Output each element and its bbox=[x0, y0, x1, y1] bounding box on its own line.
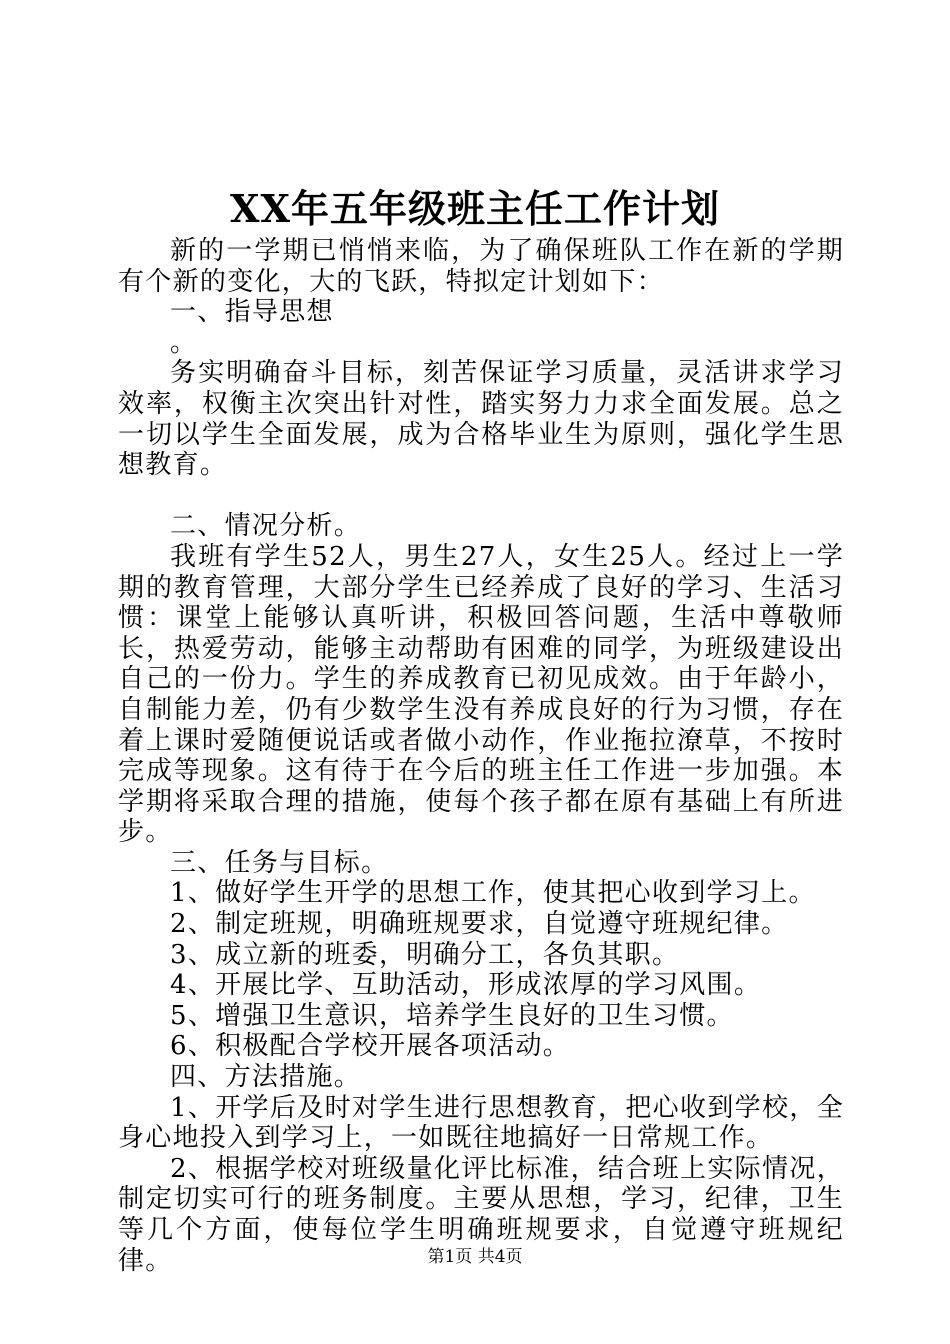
method-item-2: 2、根据学校对班级量化评比标准，结合班上实际情况，制定切实可行的班务制度。主要从思想，学习，纪律，卫生等几个方面，使每位学生明确班规要求，自觉遵守班规纪律。 bbox=[118, 1153, 844, 1276]
paragraph-intro: 新的一学期已悄悄来临，为了确保班队工作在新的学期有个新的变化，大的飞跃，特拟定计划如下： bbox=[118, 236, 844, 297]
task-item-1: 1、做好学生开学的思想工作，使其把心收到学习上。 bbox=[170, 878, 816, 909]
heading-situation-analysis: 二、情况分析。 bbox=[170, 511, 362, 542]
paragraph-goals: 务实明确奋斗目标，刻苦保证学习质量，灵活讲求学习效率，权衡主次突出针对性，踏实努力力求全面发展。总之一切以学生全面发展，成为合格毕业生为原则，强化学生思想教育。 bbox=[118, 358, 844, 481]
heading-guiding-thought: 一、指导思想 bbox=[170, 297, 334, 328]
task-item-3: 3、成立新的班委，明确分工，各负其职。 bbox=[170, 939, 680, 970]
paragraph-period: 。 bbox=[170, 327, 198, 358]
task-item-5: 5、增强卫生意识，培养学生良好的卫生习惯。 bbox=[170, 1000, 734, 1031]
task-item-2: 2、制定班规，明确班规要求，自觉遵守班规纪律。 bbox=[170, 909, 789, 940]
heading-tasks-goals: 三、任务与目标。 bbox=[170, 847, 389, 878]
blank-line bbox=[118, 481, 844, 512]
document-body bbox=[118, 236, 844, 1276]
method-item-1: 1、开学后及时对学生进行思想教育，把心收到学校，全身心地投入到学习上，一如既往地搞好一日常规工作。 bbox=[118, 1092, 844, 1154]
heading-methods: 四、方法措施。 bbox=[170, 1062, 362, 1093]
task-item-6: 6、积极配合学校开展各项活动。 bbox=[170, 1031, 571, 1062]
page-footer: 第1页 共4页 bbox=[427, 1247, 523, 1267]
paragraph-situation: 我班有学生52人，男生27人，女生25人。经过上一学期的教育管理，大部分学生已经养成了良好的学习、生活习惯：课堂上能够认真听讲，积极回答问题，生活中尊敬师长，热爱劳动，能够主动帮助有困难的同学，为班级建设出自己的一份力。学生的养成教育已初见成效。由于年龄小，自制能力差，仍有少数学生没有养成良好的行为习惯，存在着上课时爱随便说话或者做小动作，作业拖拉潦草，不按时完成等现象。这有待于在今后的班主任工作进一步加强。本学期将采取合理的措施，使每个孩子都在原有基础上有所进步。 bbox=[118, 541, 844, 848]
document-title: XX年五年级班主任工作计划 bbox=[230, 186, 720, 231]
task-item-4: 4、开展比学、互助活动，形成浓厚的学习风围。 bbox=[170, 970, 762, 1001]
